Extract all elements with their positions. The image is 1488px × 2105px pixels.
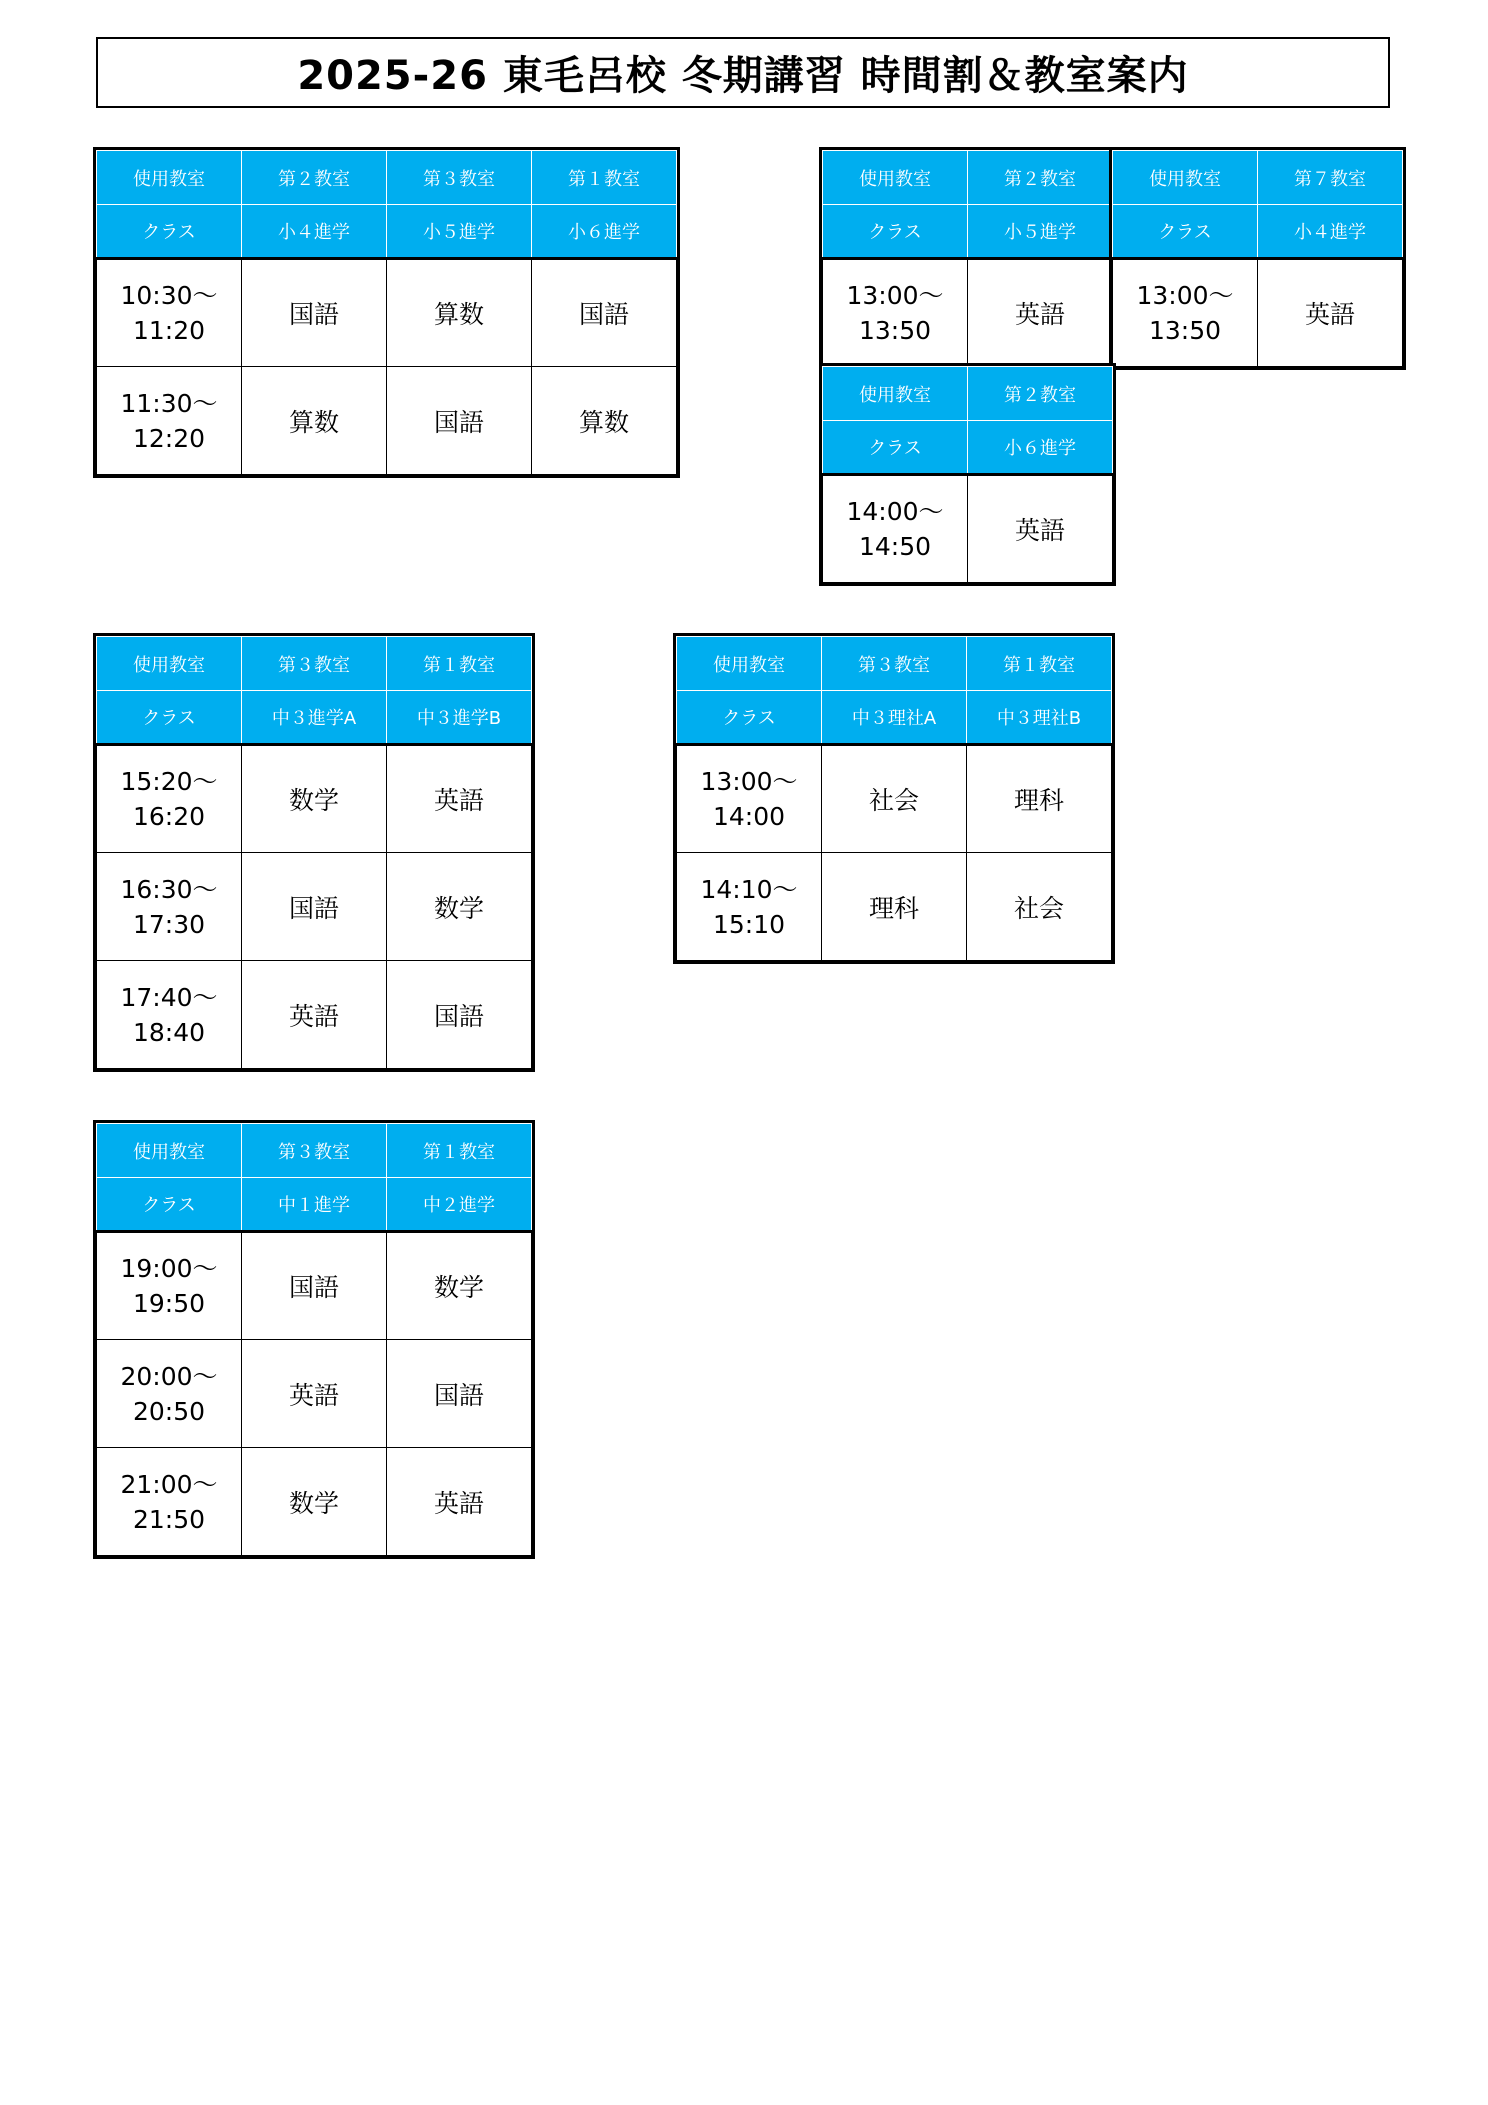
class-header-label: クラス [97, 205, 242, 259]
time-slot [97, 1340, 242, 1448]
room-header-row [677, 637, 1112, 691]
room-header-label: 使用教室 [97, 151, 242, 205]
class-name: 小５進学 [387, 205, 532, 259]
room-name: 第２教室 [968, 367, 1113, 421]
room-header-row [1113, 151, 1403, 205]
class-name: 小６進学 [532, 205, 677, 259]
time-slot [677, 853, 822, 961]
class-header-label: クラス [677, 691, 822, 745]
time-slot [823, 475, 968, 583]
time-start: 20:00～ [120, 1361, 218, 1391]
time-start: 15:20～ [120, 767, 218, 796]
class-header-row [823, 421, 1113, 475]
time-slot [97, 961, 242, 1069]
room-name: 第２教室 [968, 151, 1113, 205]
time-slot [97, 1232, 242, 1340]
time-start: 13:00～ [1136, 281, 1234, 310]
subject-cell: 英語 [242, 961, 387, 1069]
page-title-box [96, 37, 1390, 108]
timetable [1112, 150, 1403, 367]
subject-cell: 理科 [967, 745, 1112, 853]
class-header-label: クラス [1113, 205, 1258, 259]
time-end: 16:20 [132, 802, 206, 831]
subject-cell: 英語 [1258, 259, 1403, 367]
subject-cell: 算数 [387, 259, 532, 367]
subject-cell: 国語 [387, 367, 532, 475]
room-header-label: 使用教室 [677, 637, 822, 691]
time-end: 17:30 [132, 909, 206, 939]
room-header-label: 使用教室 [1113, 151, 1258, 205]
time-slot [823, 259, 968, 367]
subject-cell: 数学 [242, 745, 387, 853]
class-header-row [97, 205, 677, 259]
time-end: 12:20 [132, 423, 206, 453]
table-row [823, 475, 1113, 583]
timetable [822, 366, 1113, 583]
class-name: 中２進学 [387, 1178, 532, 1232]
time-start: 13:00～ [700, 767, 798, 796]
class-header-row [1113, 205, 1403, 259]
class-header-label: クラス [823, 421, 968, 475]
class-name: 中３進学B [387, 691, 532, 745]
time-start: 10:30～ [120, 281, 218, 310]
time-slot [97, 853, 242, 961]
room-name: 第３教室 [822, 637, 967, 691]
class-header-row [823, 205, 1113, 259]
timetable [96, 1123, 532, 1556]
timetable [822, 150, 1113, 367]
room-name: 第２教室 [242, 151, 387, 205]
time-end: 14:00 [712, 802, 786, 831]
table-row [97, 1448, 532, 1556]
room-header-row [97, 637, 532, 691]
subject-cell: 国語 [242, 259, 387, 367]
subject-cell: 数学 [387, 853, 532, 961]
time-slot [97, 367, 242, 475]
subject-cell: 社会 [967, 853, 1112, 961]
time-end: 13:50 [858, 316, 932, 345]
room-name: 第１教室 [532, 151, 677, 205]
room-header-row [97, 151, 677, 205]
time-end: 21:50 [132, 1504, 206, 1534]
room-header-label: 使用教室 [823, 367, 968, 421]
subject-cell: 英語 [387, 1448, 532, 1556]
time-slot [677, 745, 822, 853]
page-title: 2025-26 東毛呂校 冬期講習 時間割＆教室案内 [297, 53, 1189, 99]
time-start: 11:30～ [120, 388, 218, 418]
table-row [97, 745, 532, 853]
room-header-label: 使用教室 [823, 151, 968, 205]
table-row [97, 853, 532, 961]
class-header-label: クラス [97, 1178, 242, 1232]
class-header-label: クラス [823, 205, 968, 259]
subject-cell: 国語 [242, 1232, 387, 1340]
class-name: 中１進学 [242, 1178, 387, 1232]
class-header-row [97, 691, 532, 745]
class-name: 小４進学 [1258, 205, 1403, 259]
room-name: 第３教室 [242, 1124, 387, 1178]
subject-cell: 算数 [242, 367, 387, 475]
time-end: 18:40 [132, 1017, 206, 1047]
table-row [97, 961, 532, 1069]
subject-cell: 社会 [822, 745, 967, 853]
table-row [97, 259, 677, 367]
subject-cell: 英語 [968, 259, 1113, 367]
table-row [97, 367, 677, 475]
room-header-label: 使用教室 [97, 1124, 242, 1178]
time-start: 21:00～ [120, 1469, 218, 1499]
subject-cell: 国語 [387, 961, 532, 1069]
room-name: 第１教室 [387, 637, 532, 691]
room-name: 第３教室 [387, 151, 532, 205]
class-name: 中３理社A [822, 691, 967, 745]
room-name: 第７教室 [1258, 151, 1403, 205]
table-row [97, 1340, 532, 1448]
subject-cell: 英語 [968, 475, 1113, 583]
class-header-row [677, 691, 1112, 745]
timetable [676, 636, 1112, 961]
timetable [96, 150, 677, 475]
table-row [677, 745, 1112, 853]
room-header-label: 使用教室 [97, 637, 242, 691]
subject-cell: 理科 [822, 853, 967, 961]
room-header-row [823, 151, 1113, 205]
time-slot [97, 259, 242, 367]
subject-cell: 英語 [387, 745, 532, 853]
class-header-label: クラス [97, 691, 242, 745]
class-header-row [97, 1178, 532, 1232]
room-name: 第３教室 [242, 637, 387, 691]
time-end: 11:20 [132, 316, 206, 345]
time-start: 14:00～ [846, 497, 944, 526]
time-slot [1113, 259, 1258, 367]
table-row [1113, 259, 1403, 367]
class-name: 小４進学 [242, 205, 387, 259]
table-row [97, 1232, 532, 1340]
room-header-row [823, 367, 1113, 421]
subject-cell: 国語 [242, 853, 387, 961]
room-header-row [97, 1124, 532, 1178]
time-start: 14:10～ [700, 874, 798, 904]
time-end: 19:50 [132, 1289, 206, 1318]
time-end: 14:50 [858, 532, 932, 561]
subject-cell: 国語 [532, 259, 677, 367]
subject-cell: 算数 [532, 367, 677, 475]
time-start: 13:00～ [846, 281, 944, 310]
time-start: 17:40～ [120, 982, 218, 1012]
time-start: 19:00～ [120, 1254, 218, 1283]
time-end: 13:50 [1148, 316, 1222, 345]
room-name: 第１教室 [967, 637, 1112, 691]
subject-cell: 国語 [387, 1340, 532, 1448]
class-name: 中３進学A [242, 691, 387, 745]
class-name: 中３理社B [967, 691, 1112, 745]
time-slot [97, 1448, 242, 1556]
class-name: 小５進学 [968, 205, 1113, 259]
time-end: 20:50 [132, 1396, 206, 1426]
timetable [96, 636, 532, 1069]
table-row [677, 853, 1112, 961]
time-slot [97, 745, 242, 853]
subject-cell: 英語 [242, 1340, 387, 1448]
time-start: 16:30～ [120, 874, 218, 904]
class-name: 小６進学 [968, 421, 1113, 475]
table-row [823, 259, 1113, 367]
subject-cell: 数学 [242, 1448, 387, 1556]
room-name: 第１教室 [387, 1124, 532, 1178]
time-end: 15:10 [712, 909, 786, 939]
subject-cell: 数学 [387, 1232, 532, 1340]
